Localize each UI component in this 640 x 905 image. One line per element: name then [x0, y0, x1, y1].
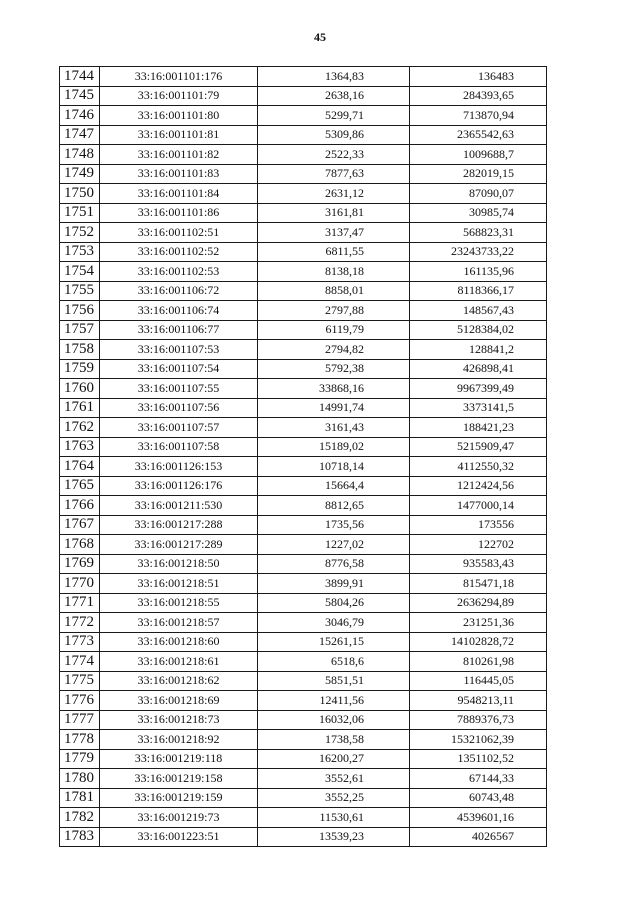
row-number-cell: 1781 — [60, 788, 100, 808]
cadastral-value-cell: 2365542,63 — [410, 125, 547, 145]
area-cell: 2522,33 — [258, 145, 410, 165]
area-cell: 3899,91 — [258, 574, 410, 594]
cadastral-value-cell: 1351102,52 — [410, 749, 547, 769]
cadastral-value-cell: 122702 — [410, 535, 547, 555]
row-number-cell: 1782 — [60, 808, 100, 828]
cadastral-value-cell: 1477000,14 — [410, 496, 547, 516]
table-row — [60, 164, 547, 184]
table-row — [60, 359, 547, 379]
row-number-cell: 1777 — [60, 710, 100, 730]
area-cell: 3552,61 — [258, 769, 410, 789]
cadastral-number-cell: 33:16:001218:73 — [100, 710, 258, 730]
cadastral-number-cell: 33:16:001107:56 — [100, 398, 258, 418]
table-row — [60, 301, 547, 321]
row-number-cell: 1748 — [60, 145, 100, 165]
cadastral-number-cell: 33:16:001106:72 — [100, 281, 258, 301]
cadastral-value-cell: 136483 — [410, 67, 547, 87]
table-row — [60, 652, 547, 672]
cadastral-value-cell: 87090,07 — [410, 184, 547, 204]
cadastral-value-cell: 148567,43 — [410, 301, 547, 321]
table-row — [60, 281, 547, 301]
cadastral-value-cell: 568823,31 — [410, 223, 547, 243]
row-number-cell: 1765 — [60, 476, 100, 496]
cadastral-number-cell: 33:16:001218:92 — [100, 730, 258, 750]
area-cell: 6119,79 — [258, 320, 410, 340]
cadastral-value-cell: 3373141,5 — [410, 398, 547, 418]
cadastral-value-cell: 8118366,17 — [410, 281, 547, 301]
cadastral-value-cell: 1009688,7 — [410, 145, 547, 165]
cadastral-value-cell: 60743,48 — [410, 788, 547, 808]
area-cell: 16200,27 — [258, 749, 410, 769]
row-number-cell: 1774 — [60, 652, 100, 672]
row-number-cell: 1760 — [60, 379, 100, 399]
row-number-cell: 1756 — [60, 301, 100, 321]
row-number-cell: 1772 — [60, 613, 100, 633]
row-number-cell: 1769 — [60, 554, 100, 574]
cadastral-number-cell: 33:16:001218:60 — [100, 632, 258, 652]
cadastral-number-cell: 33:16:001126:153 — [100, 457, 258, 477]
cadastral-number-cell: 33:16:001102:52 — [100, 242, 258, 262]
area-cell: 5792,38 — [258, 359, 410, 379]
table-row — [60, 613, 547, 633]
table-row — [60, 106, 547, 126]
area-cell: 5309,86 — [258, 125, 410, 145]
cadastral-value-cell: 30985,74 — [410, 203, 547, 223]
area-cell: 2797,88 — [258, 301, 410, 321]
table-row — [60, 574, 547, 594]
table-row — [60, 710, 547, 730]
cadastral-number-cell: 33:16:001218:55 — [100, 593, 258, 613]
row-number-cell: 1745 — [60, 86, 100, 106]
table-row — [60, 379, 547, 399]
row-number-cell: 1775 — [60, 671, 100, 691]
row-number-cell: 1763 — [60, 437, 100, 457]
area-cell: 5804,26 — [258, 593, 410, 613]
row-number-cell: 1752 — [60, 223, 100, 243]
cadastral-number-cell: 33:16:001101:176 — [100, 67, 258, 87]
cadastral-value-cell: 161135,96 — [410, 262, 547, 282]
cadastral-number-cell: 33:16:001219:118 — [100, 749, 258, 769]
row-number-cell: 1744 — [60, 67, 100, 87]
cadastral-number-cell: 33:16:001126:176 — [100, 476, 258, 496]
area-cell: 13539,23 — [258, 827, 410, 847]
area-cell: 8138,18 — [258, 262, 410, 282]
area-cell: 3137,47 — [258, 223, 410, 243]
cadastral-value-cell: 4026567 — [410, 827, 547, 847]
cadastral-number-cell: 33:16:001218:61 — [100, 652, 258, 672]
table-row — [60, 340, 547, 360]
cadastral-value-cell: 1212424,56 — [410, 476, 547, 496]
table-row — [60, 515, 547, 535]
area-cell: 3161,81 — [258, 203, 410, 223]
table-row — [60, 418, 547, 438]
cadastral-number-cell: 33:16:001107:58 — [100, 437, 258, 457]
area-cell: 3161,43 — [258, 418, 410, 438]
cadastral-value-cell: 188421,23 — [410, 418, 547, 438]
row-number-cell: 1746 — [60, 106, 100, 126]
area-cell: 33868,16 — [258, 379, 410, 399]
cadastral-number-cell: 33:16:001218:69 — [100, 691, 258, 711]
area-cell: 6811,55 — [258, 242, 410, 262]
area-cell: 11530,61 — [258, 808, 410, 828]
area-cell: 15189,02 — [258, 437, 410, 457]
area-cell: 5851,51 — [258, 671, 410, 691]
row-number-cell: 1761 — [60, 398, 100, 418]
table-row — [60, 535, 547, 555]
cadastral-number-cell: 33:16:001107:55 — [100, 379, 258, 399]
row-number-cell: 1758 — [60, 340, 100, 360]
table-body — [60, 67, 547, 847]
row-number-cell: 1751 — [60, 203, 100, 223]
cadastral-number-cell: 33:16:001102:53 — [100, 262, 258, 282]
cadastral-value-cell: 282019,15 — [410, 164, 547, 184]
cadastral-value-cell: 4539601,16 — [410, 808, 547, 828]
area-cell: 8776,58 — [258, 554, 410, 574]
row-number-cell: 1762 — [60, 418, 100, 438]
table-row — [60, 145, 547, 165]
cadastral-value-cell: 173556 — [410, 515, 547, 535]
area-cell: 6518,6 — [258, 652, 410, 672]
row-number-cell: 1771 — [60, 593, 100, 613]
row-number-cell: 1750 — [60, 184, 100, 204]
table-row — [60, 86, 547, 106]
cadastral-number-cell: 33:16:001101:80 — [100, 106, 258, 126]
cadastral-value-cell: 2636294,89 — [410, 593, 547, 613]
table-row — [60, 593, 547, 613]
cadastral-value-cell: 4112550,32 — [410, 457, 547, 477]
area-cell: 1738,58 — [258, 730, 410, 750]
table-row — [60, 496, 547, 516]
cadastral-number-cell: 33:16:001106:74 — [100, 301, 258, 321]
area-cell: 1227,02 — [258, 535, 410, 555]
cadastral-value-cell: 815471,18 — [410, 574, 547, 594]
cadastral-value-cell: 14102828,72 — [410, 632, 547, 652]
cadastral-number-cell: 33:16:001101:79 — [100, 86, 258, 106]
table-row — [60, 808, 547, 828]
cadastral-value-cell: 5215909,47 — [410, 437, 547, 457]
row-number-cell: 1747 — [60, 125, 100, 145]
cadastral-number-cell: 33:16:001101:86 — [100, 203, 258, 223]
row-number-cell: 1749 — [60, 164, 100, 184]
cadastral-number-cell: 33:16:001219:159 — [100, 788, 258, 808]
row-number-cell: 1770 — [60, 574, 100, 594]
row-number-cell: 1759 — [60, 359, 100, 379]
table-row — [60, 476, 547, 496]
cadastral-value-cell: 231251,36 — [410, 613, 547, 633]
cadastral-number-cell: 33:16:001107:57 — [100, 418, 258, 438]
area-cell: 8858,01 — [258, 281, 410, 301]
row-number-cell: 1773 — [60, 632, 100, 652]
area-cell: 3552,25 — [258, 788, 410, 808]
row-number-cell: 1764 — [60, 457, 100, 477]
area-cell: 14991,74 — [258, 398, 410, 418]
cadastral-value-cell: 935583,43 — [410, 554, 547, 574]
table-row — [60, 749, 547, 769]
cadastral-number-cell: 33:16:001219:158 — [100, 769, 258, 789]
cadastral-number-cell: 33:16:001101:83 — [100, 164, 258, 184]
cadastral-value-cell: 128841,2 — [410, 340, 547, 360]
area-cell: 2794,82 — [258, 340, 410, 360]
area-cell: 7877,63 — [258, 164, 410, 184]
row-number-cell: 1776 — [60, 691, 100, 711]
cadastral-value-cell: 116445,05 — [410, 671, 547, 691]
row-number-cell: 1757 — [60, 320, 100, 340]
table-row — [60, 827, 547, 847]
cadastral-number-cell: 33:16:001101:82 — [100, 145, 258, 165]
row-number-cell: 1768 — [60, 535, 100, 555]
table-row — [60, 691, 547, 711]
table-row — [60, 125, 547, 145]
cadastral-value-cell: 23243733,22 — [410, 242, 547, 262]
table-row — [60, 554, 547, 574]
row-number-cell: 1753 — [60, 242, 100, 262]
land-plot-table — [59, 66, 547, 847]
page-number: 45 — [314, 30, 326, 44]
table-row — [60, 769, 547, 789]
area-cell: 12411,56 — [258, 691, 410, 711]
area-cell: 10718,14 — [258, 457, 410, 477]
cadastral-number-cell: 33:16:001106:77 — [100, 320, 258, 340]
cadastral-number-cell: 33:16:001217:289 — [100, 535, 258, 555]
row-number-cell: 1780 — [60, 769, 100, 789]
row-number-cell: 1779 — [60, 749, 100, 769]
cadastral-value-cell: 713870,94 — [410, 106, 547, 126]
cadastral-value-cell: 810261,98 — [410, 652, 547, 672]
area-cell: 3046,79 — [258, 613, 410, 633]
cadastral-number-cell: 33:16:001218:50 — [100, 554, 258, 574]
area-cell: 8812,65 — [258, 496, 410, 516]
table-row — [60, 67, 547, 87]
table-row — [60, 203, 547, 223]
row-number-cell: 1778 — [60, 730, 100, 750]
table-row — [60, 671, 547, 691]
table-row — [60, 398, 547, 418]
area-cell: 15664,4 — [258, 476, 410, 496]
cadastral-value-cell: 9548213,11 — [410, 691, 547, 711]
cadastral-number-cell: 33:16:001217:288 — [100, 515, 258, 535]
table-row — [60, 262, 547, 282]
area-cell: 15261,15 — [258, 632, 410, 652]
cadastral-number-cell: 33:16:001101:81 — [100, 125, 258, 145]
area-cell: 1364,83 — [258, 67, 410, 87]
cadastral-value-cell: 5128384,02 — [410, 320, 547, 340]
cadastral-number-cell: 33:16:001218:51 — [100, 574, 258, 594]
area-cell: 1735,56 — [258, 515, 410, 535]
cadastral-value-cell: 67144,33 — [410, 769, 547, 789]
cadastral-value-cell: 7889376,73 — [410, 710, 547, 730]
cadastral-value-cell: 284393,65 — [410, 86, 547, 106]
cadastral-number-cell: 33:16:001107:53 — [100, 340, 258, 360]
table-row — [60, 184, 547, 204]
row-number-cell: 1767 — [60, 515, 100, 535]
cadastral-number-cell: 33:16:001211:530 — [100, 496, 258, 516]
table-row — [60, 788, 547, 808]
table-row — [60, 457, 547, 477]
area-cell: 2638,16 — [258, 86, 410, 106]
cadastral-value-cell: 426898,41 — [410, 359, 547, 379]
cadastral-number-cell: 33:16:001107:54 — [100, 359, 258, 379]
area-cell: 5299,71 — [258, 106, 410, 126]
cadastral-number-cell: 33:16:001218:57 — [100, 613, 258, 633]
row-number-cell: 1754 — [60, 262, 100, 282]
row-number-cell: 1755 — [60, 281, 100, 301]
cadastral-number-cell: 33:16:001218:62 — [100, 671, 258, 691]
table-row — [60, 320, 547, 340]
row-number-cell: 1783 — [60, 827, 100, 847]
table-row — [60, 223, 547, 243]
table-row — [60, 437, 547, 457]
cadastral-number-cell: 33:16:001219:73 — [100, 808, 258, 828]
row-number-cell: 1766 — [60, 496, 100, 516]
cadastral-value-cell: 9967399,49 — [410, 379, 547, 399]
area-cell: 2631,12 — [258, 184, 410, 204]
table-row — [60, 242, 547, 262]
cadastral-number-cell: 33:16:001223:51 — [100, 827, 258, 847]
cadastral-number-cell: 33:16:001102:51 — [100, 223, 258, 243]
table-row — [60, 632, 547, 652]
cadastral-number-cell: 33:16:001101:84 — [100, 184, 258, 204]
table-row — [60, 730, 547, 750]
cadastral-value-cell: 15321062,39 — [410, 730, 547, 750]
area-cell: 16032,06 — [258, 710, 410, 730]
